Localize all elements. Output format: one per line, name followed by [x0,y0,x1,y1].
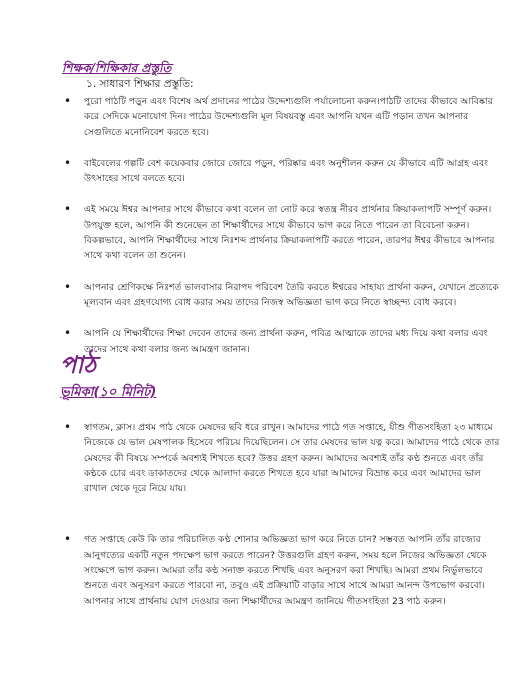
preparation-list [62,94,507,357]
list-item: • গত সপ্তাহে কেউ কি তার পরিচালিত কণ্ঠ শোনার অভিজ্ঞতা ভাগ করে নিতে চান? সম্ভবত আপনি তাঁর রাজ্যের আনুগত্যের একটি নতুন পদক্ষেপ ভাগ করতে পারেন? উত্তরগুলি গ্রহণ করুন, সময় হলে নিজের অভিজ্ঞতা থেকে সংক্ষেপে ভাগ করুন। আমরা তাঁর কণ্ঠ সনাক্ত করতে শিখছি এবং অনুসরণ করা শিখছি। আমরা প্রথম নির্ভুলভাবে শুনতে এবং অনুসরণ করতে পারবো না, তবুও এই প্রক্রিয়াটি বাড়ার সাথে সাথে আমরা আনন্দ উপভোগ করবো। আপনার সাথে প্রার্থনায় যোগ দেওয়ার জন্য শিক্ষার্থীদের আমন্ত্রণ জানিয়ে গীতসংহিতা 23 পাঠ করুন। [62,532,507,608]
lesson-intro-list [62,420,507,609]
general-preparation-subheading: ১. সাধারণ শিক্ষার প্রস্তুতি: [86,78,194,90]
teacher-preparation-heading: শিক্ষক/শিক্ষিকার প্রস্তুতি [62,61,172,75]
list-item: • আপনার শ্রেণিকক্ষে নিঃশর্ত ভালবাসার নিরাপদ পরিবেশ তৈরি করতে ঈশ্বরের সাহায্য প্রার্থনা করুন, যেখানে প্রত্যেকে মূল্যবান এবং গ্রহণযোগ্য বোধ করার সময় তাদের নিজস্ব অভিজ্ঞতা ভাগ করে নিতে স্বাচ্ছন্দ্য বোধ করবে। [62,280,507,311]
introduction-heading: ভূমিকা(১০ মিনিট) [60,385,157,400]
list-item: • পুরো পাঠটি পড়ুন এবং বিশেষ অর্থ প্রদানের পাঠের উদ্দেশ্যগুলি পর্যালোচনা করুন।পাঠটি তাদের কীভাবে আবিষ্কার করে সেদিকে মনোযোগ দিন। পাঠের উদ্দেশ্যগুলি মূল বিষয়বস্তু এবং আপনি যখন এটি পড়ান তখন আপনার সেগুলিতে মনোনিবেশ করতে হবে। [62,94,507,140]
list-item: • স্বাগতম, ক্লাস। প্রথম পাঠ থেকে মেষদের ছবি ধরে রাখুন। আমাদের পাঠে গত সপ্তাহে, যীশু গীতসংহিতা ২৩ মাধ্যমে নিজেকে যে ভাল মেষপালক হিসেবে পরিচয় দিয়েছিলেন। সে তার মেষদের ভাল যত্ন করে। আমাদের পাঠে থেকে তার মেষদের কী বিষয়ে সম্পর্কে অবশ্যই শিখতে হবে? উত্তর গ্রহণ করুন। আমাদের অবশ্যই তাঁর কণ্ঠ শুনতে এবং তাঁর কণ্ঠকে চোর এবং ডাকাতদের থেকে আলাদা করতে শিখতে হবে যারা আমাদের বিভ্রান্ত করে এবং আমাদের ভাল রাখাল থেকে দূরে নিয়ে যায়। [62,420,507,496]
list-item: • বাইবেলের গল্পটি বেশ কয়েকবার জোরে জোরে পড়ুন, পরিষ্কার এবং অনুশীলন করুন যে কীভাবে এটি আগ্রহ এবং উৎসাহের সাথে বলতে হবে। [62,156,507,187]
lesson-heading: পাঠ [60,351,97,379]
list-item: • এই সময়ে ঈশ্বর আপনার সাথে কীভাবে কথা বলেন তা নোট করে স্বতন্ত্র নীরব প্রার্থনার ক্রিয়াকলাপটি সম্পূর্ণ করুন। উপযুক্ত হলে, আপনি কী শুনেছেন তা শিক্ষার্থীদের সাথে কীভাবে ভাগ করে নিতে পারেন তা বিবেচনা করুন। বিকল্পভাবে, আপনি শিক্ষার্থীদের সাথে নিঃশব্দ প্রার্থনার ক্রিয়াকলাপটি করতে পারেন, তারপর ঈশ্বর কীভাবে আপনার সাথে কথা বলেন তা শুনেন। [62,202,507,263]
list-item: • আপনি যে শিক্ষার্থীদের শিক্ষা দেবেন তাদের জন্য প্রার্থনা করুন, পবিত্র আত্মাকে তাদের মধ্য দিয়ে কথা বলার এবং তাদের সাথে কথা বলার জন্য আমন্ত্রণ জানান। [62,326,507,357]
